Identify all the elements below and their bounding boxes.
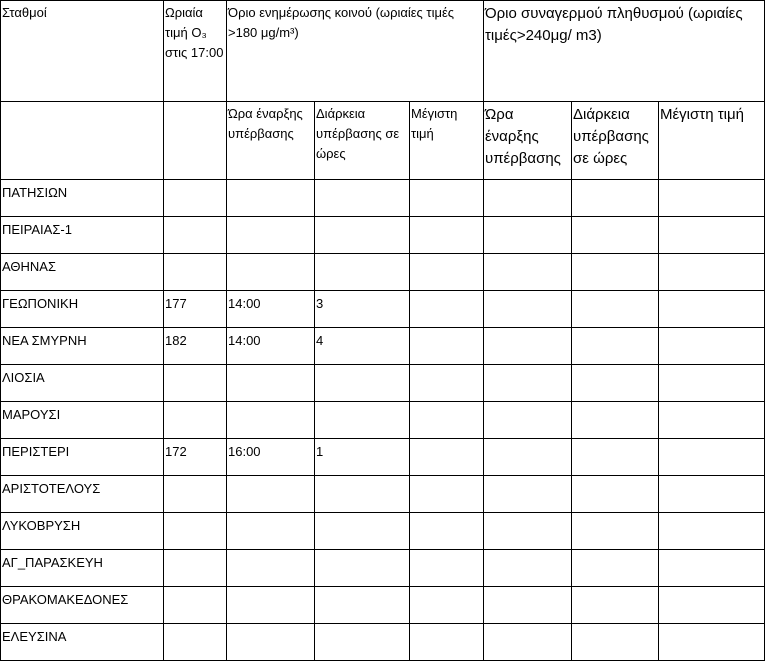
cell-max [410, 476, 484, 513]
cell-value [164, 587, 227, 624]
header-info-threshold: Όριο ενημέρωσης κοινού (ωριαίες τιμές >180 μg/m³) [227, 1, 484, 102]
cell-station: ΑΓ_ΠΑΡΑΣΚΕΥΗ [1, 550, 164, 587]
cell-a-duration [572, 439, 659, 476]
cell-a-duration [572, 513, 659, 550]
cell-duration [315, 254, 410, 291]
header-info-duration: Διάρκεια υπέρβασης σε ώρες [315, 102, 410, 180]
cell-start [227, 217, 315, 254]
table-row [1, 550, 765, 587]
cell-duration [315, 476, 410, 513]
header-row-2 [1, 102, 765, 180]
cell-station: ΠΑΤΗΣΙΩΝ [1, 180, 164, 217]
cell-a-start [484, 180, 572, 217]
cell-a-duration [572, 328, 659, 365]
table-row [1, 217, 765, 254]
header-alarm-max-value: Μέγιστη τιμή [659, 102, 765, 180]
cell-station: ΛΙΟΣΙΑ [1, 365, 164, 402]
cell-duration: 3 [315, 291, 410, 328]
table-row [1, 254, 765, 291]
cell-start [227, 624, 315, 661]
cell-a-start [484, 328, 572, 365]
cell-start [227, 402, 315, 439]
cell-a-duration [572, 587, 659, 624]
cell-a-duration [572, 624, 659, 661]
cell-max [410, 624, 484, 661]
cell-station: ΑΡΙΣΤΟΤΕΛΟΥΣ [1, 476, 164, 513]
cell-a-max [659, 439, 765, 476]
cell-start [227, 476, 315, 513]
table-body [1, 180, 765, 661]
cell-a-max [659, 402, 765, 439]
cell-station: ΜΑΡΟΥΣΙ [1, 402, 164, 439]
cell-value [164, 476, 227, 513]
table-row [1, 365, 765, 402]
cell-max [410, 550, 484, 587]
cell-a-start [484, 291, 572, 328]
cell-start: 16:00 [227, 439, 315, 476]
table-row [1, 439, 765, 476]
cell-value [164, 513, 227, 550]
cell-duration [315, 550, 410, 587]
cell-a-duration [572, 291, 659, 328]
cell-start: 14:00 [227, 291, 315, 328]
table-row [1, 624, 765, 661]
cell-max [410, 513, 484, 550]
cell-station: ΠΕΡΙΣΤΕΡΙ [1, 439, 164, 476]
cell-a-start [484, 217, 572, 254]
cell-a-max [659, 476, 765, 513]
header-stations: Σταθμοί [1, 1, 164, 102]
cell-station: ΛΥΚΟΒΡΥΣΗ [1, 513, 164, 550]
cell-duration [315, 365, 410, 402]
cell-duration [315, 587, 410, 624]
cell-start: 14:00 [227, 328, 315, 365]
cell-max [410, 439, 484, 476]
cell-a-max [659, 624, 765, 661]
cell-a-start [484, 439, 572, 476]
cell-a-max [659, 365, 765, 402]
cell-station: ΝΕΑ ΣΜΥΡΝΗ [1, 328, 164, 365]
cell-station: ΓΕΩΠΟΝΙΚΗ [1, 291, 164, 328]
cell-duration [315, 513, 410, 550]
cell-a-duration [572, 365, 659, 402]
cell-value: 177 [164, 291, 227, 328]
cell-value: 172 [164, 439, 227, 476]
cell-max [410, 587, 484, 624]
cell-start [227, 550, 315, 587]
cell-max [410, 254, 484, 291]
cell-a-duration [572, 402, 659, 439]
cell-a-max [659, 328, 765, 365]
cell-duration [315, 402, 410, 439]
table-row [1, 180, 765, 217]
header-alarm-threshold: Όριο συναγερμού πληθυσμού (ωριαίες τιμές>240μg/ m3) [484, 1, 765, 102]
table-row [1, 402, 765, 439]
cell-value [164, 550, 227, 587]
cell-max [410, 180, 484, 217]
header-info-start-time: Ώρα έναρξης υπέρβασης [227, 102, 315, 180]
header-empty-1 [1, 102, 164, 180]
table-row [1, 328, 765, 365]
cell-max [410, 402, 484, 439]
cell-a-start [484, 365, 572, 402]
header-row-1 [1, 1, 765, 102]
cell-value: 182 [164, 328, 227, 365]
cell-a-max [659, 217, 765, 254]
cell-a-duration [572, 476, 659, 513]
cell-max [410, 365, 484, 402]
cell-a-max [659, 513, 765, 550]
table-row [1, 291, 765, 328]
cell-start [227, 180, 315, 217]
cell-start [227, 365, 315, 402]
cell-station: ΕΛΕΥΣΙΝΑ [1, 624, 164, 661]
cell-value [164, 254, 227, 291]
cell-a-start [484, 402, 572, 439]
table-row [1, 587, 765, 624]
cell-station: ΠΕΙΡΑΙΑΣ-1 [1, 217, 164, 254]
cell-a-duration [572, 254, 659, 291]
cell-max [410, 217, 484, 254]
cell-duration [315, 624, 410, 661]
cell-duration [315, 180, 410, 217]
cell-a-start [484, 513, 572, 550]
cell-max [410, 328, 484, 365]
header-alarm-start-time: Ώρα έναρξης υπέρβασης [484, 102, 572, 180]
cell-start [227, 254, 315, 291]
cell-a-max [659, 291, 765, 328]
cell-max [410, 291, 484, 328]
cell-value [164, 365, 227, 402]
cell-a-start [484, 550, 572, 587]
cell-duration: 1 [315, 439, 410, 476]
cell-a-duration [572, 180, 659, 217]
table-row [1, 513, 765, 550]
cell-a-duration [572, 217, 659, 254]
cell-start [227, 587, 315, 624]
cell-value [164, 180, 227, 217]
cell-a-max [659, 180, 765, 217]
cell-a-max [659, 550, 765, 587]
header-alarm-duration: Διάρκεια υπέρβασης σε ώρες [572, 102, 659, 180]
cell-a-start [484, 476, 572, 513]
cell-station: ΑΘΗΝΑΣ [1, 254, 164, 291]
cell-a-max [659, 587, 765, 624]
cell-value [164, 402, 227, 439]
cell-duration: 4 [315, 328, 410, 365]
cell-start [227, 513, 315, 550]
cell-a-start [484, 624, 572, 661]
cell-value [164, 624, 227, 661]
cell-value [164, 217, 227, 254]
cell-duration [315, 217, 410, 254]
cell-a-start [484, 254, 572, 291]
cell-a-max [659, 254, 765, 291]
cell-station: ΘΡΑΚΟΜΑΚΕΔΟΝΕΣ [1, 587, 164, 624]
header-hourly-value: Ωριαία τιμή O₃ στις 17:00 [164, 1, 227, 102]
cell-a-duration [572, 550, 659, 587]
header-info-max-value: Μέγιστη τιμή [410, 102, 484, 180]
table-row [1, 476, 765, 513]
header-empty-2 [164, 102, 227, 180]
cell-a-start [484, 587, 572, 624]
